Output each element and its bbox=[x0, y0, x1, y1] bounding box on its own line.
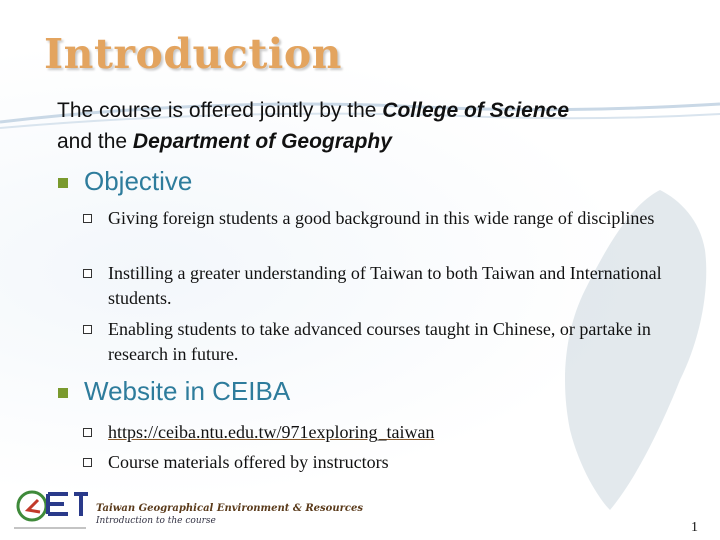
list-item bbox=[108, 450, 698, 475]
page-number: 1 bbox=[691, 520, 698, 535]
list-item bbox=[108, 420, 698, 445]
square-bullet-icon bbox=[58, 178, 68, 188]
checkbox-bullet-icon bbox=[83, 325, 92, 334]
list-item bbox=[108, 206, 698, 231]
footer-subtitle: Introduction to the course bbox=[96, 516, 216, 526]
section-heading-label: Objective bbox=[84, 166, 193, 196]
list-item-text: Course materials offered by instructors bbox=[108, 452, 389, 472]
intro-text-a: The course is offered jointly by the bbox=[57, 99, 383, 122]
section-heading-label: Website in CEIBA bbox=[84, 376, 291, 406]
checkbox-bullet-icon bbox=[83, 458, 92, 467]
footer-title: Taiwan Geographical Environment & Resources bbox=[96, 503, 363, 514]
intro-college: College of Science bbox=[382, 99, 570, 122]
section-heading-website bbox=[58, 376, 290, 407]
intro-department: Department of Geography bbox=[132, 130, 392, 153]
list-item-text: Enabling students to take advanced courses taught in Chinese, or partake in research in future. bbox=[108, 319, 651, 364]
list-item-text: Giving foreign students a good background in this wide range of disciplines bbox=[108, 208, 655, 228]
list-item-text: Instilling a greater understanding of Taiwan to both Taiwan and International students. bbox=[108, 263, 662, 308]
get-logo bbox=[8, 482, 92, 538]
intro-text-b: and the bbox=[57, 130, 133, 153]
list-item bbox=[108, 261, 698, 311]
checkbox-bullet-icon bbox=[83, 269, 92, 278]
list-item bbox=[108, 317, 698, 367]
checkbox-bullet-icon bbox=[83, 428, 92, 437]
slide-title: Introduction bbox=[44, 30, 342, 78]
square-bullet-icon bbox=[58, 388, 68, 398]
section-heading-objective bbox=[58, 166, 192, 197]
checkbox-bullet-icon bbox=[83, 214, 92, 223]
ceiba-link[interactable]: https://ceiba.ntu.edu.tw/971exploring_taiwan bbox=[108, 422, 435, 442]
intro-paragraph bbox=[57, 95, 707, 157]
